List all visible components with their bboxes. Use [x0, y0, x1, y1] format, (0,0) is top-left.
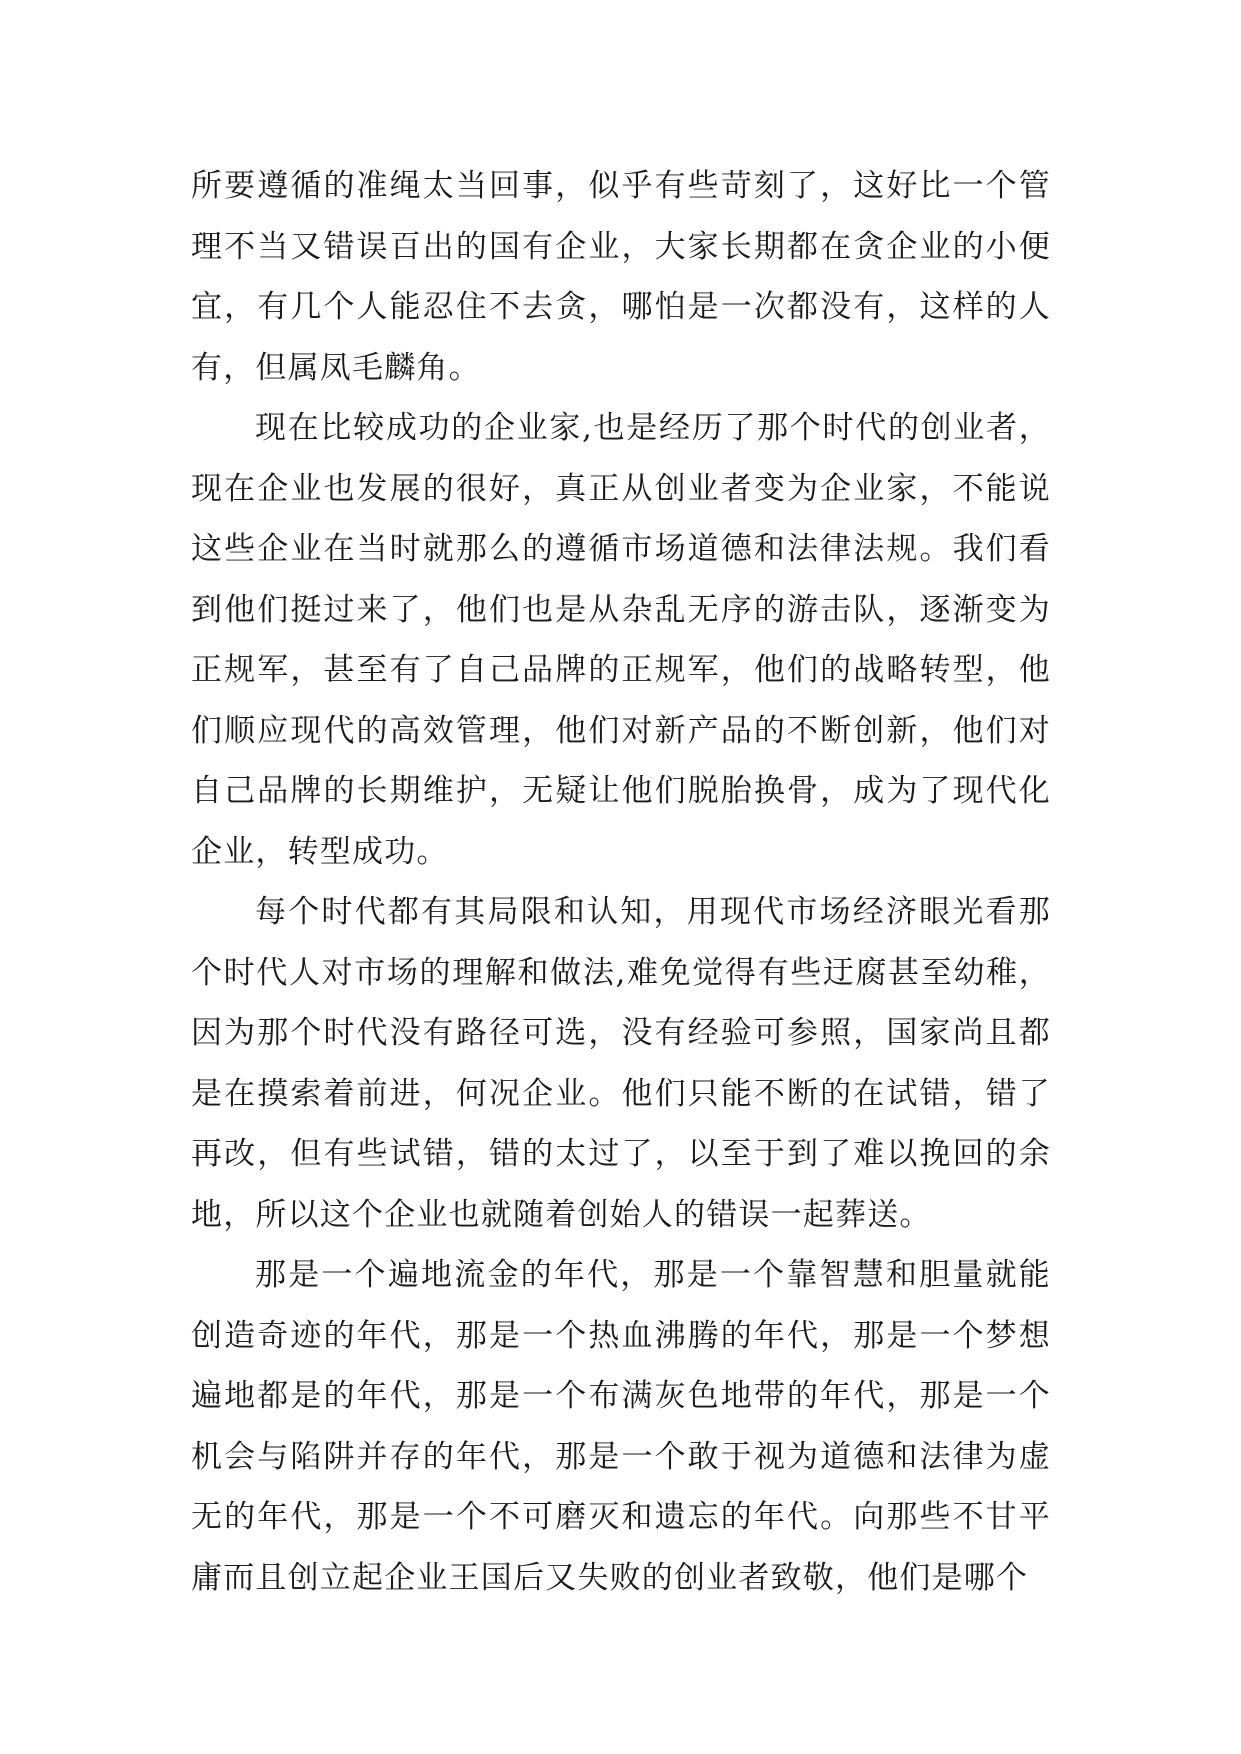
paragraph-1: 所要遵循的准绳太当回事，似乎有些苛刻了，这好比一个管理不当又错误百出的国有企业，大家长期都在贪企业的小便宜，有几个人能忍住不去贪，哪怕是一次都没有，这样的人有，但属凤毛麟角。	[191, 168, 1051, 386]
paragraph-4: 那是一个遍地流金的年代，那是一个靠智慧和胆量就能创造奇迹的年代，那是一个热血沸腾的年代，那是一个梦想遍地都是的年代，那是一个布满灰色地带的年代，那是一个机会与陷阱并存的年代，那是一个敢于视为道德和法律为虚无的年代，那是一个不可磨灭和遗忘的年代。向那些不甘平庸而且创立起企业王国后又失败的创业者致敬，他们是哪个	[191, 1257, 1051, 1596]
paragraph-2: 现在比较成功的企业家,也是经历了那个时代的创业者，现在企业也发展的很好，真正从创业者变为企业家，不能说这些企业在当时就那么的遵循市场道德和法律法规。我们看到他们挺过来了，他们也是从杂乱无序的游击队，逐渐变为正规军，甚至有了自己品牌的正规军，他们的战略转型，他们顺应现代的高效管理，他们对新产品的不断创新，他们对自己品牌的长期维护，无疑让他们脱胎换骨，成为了现代化企业，转型成功。	[191, 410, 1051, 870]
body-text	[191, 156, 1051, 1608]
paragraph-3: 每个时代都有其局限和认知，用现代市场经济眼光看那个时代人对市场的理解和做法,难免觉得有些迂腐甚至幼稚，因为那个时代没有路径可选，没有经验可参照，国家尚且都是在摸索着前进，何况企业。他们只能不断的在试错，错了再改，但有些试错，错的太过了，以至于到了难以挽回的余地，所以这个企业也就随着创始人的错误一起葬送。	[191, 894, 1051, 1233]
